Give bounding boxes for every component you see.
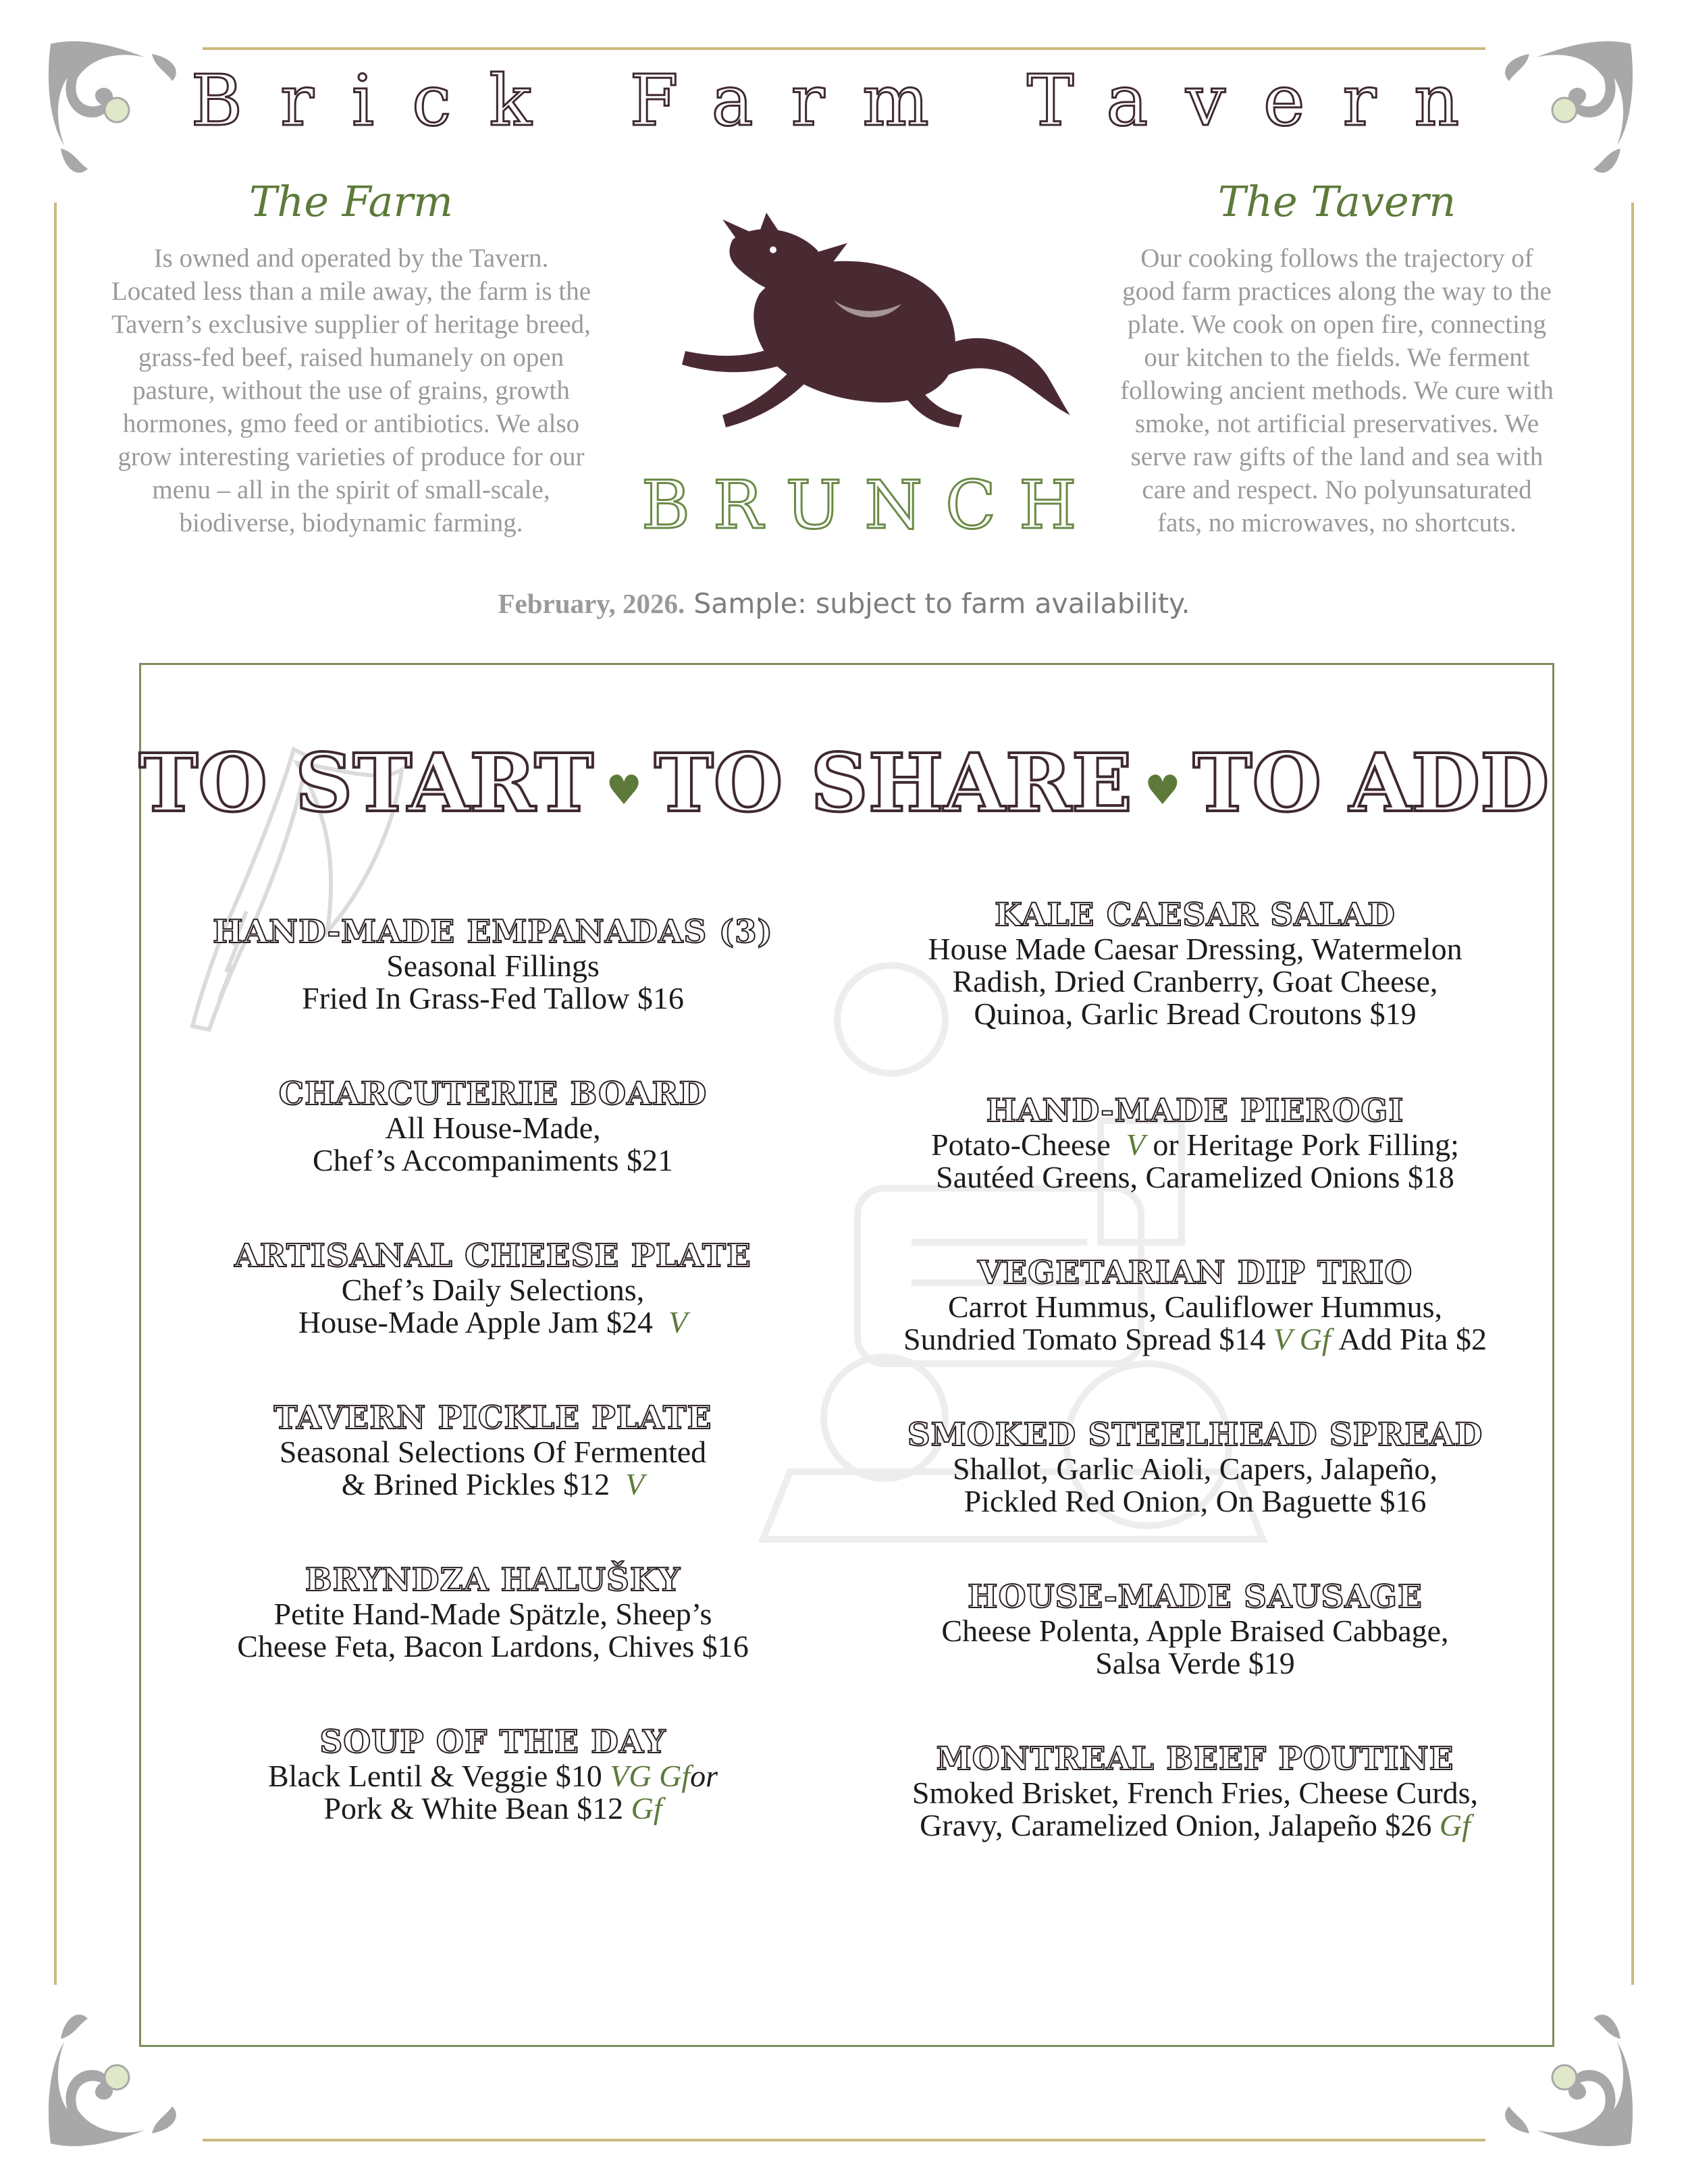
item-name: CHARCUTERIE BOARD [278, 1075, 708, 1113]
menu-item: BRYNDZA HALUŠKY Petite Hand-Made Spätzle, Sheep’s Cheese Feta, Bacon Lardons, Chives $16 [155, 1563, 830, 1663]
item-name: HAND-MADE EMPANADAS (3) [213, 913, 773, 951]
item-name: HAND-MADE PIEROGI [986, 1092, 1404, 1129]
glutenfree-tag: Gf [631, 1791, 662, 1826]
heart-icon: ♥ [606, 766, 642, 814]
menu-item: SMOKED STEELHEAD SPREAD Shallot, Garlic Aioli, Capers, Jalapeño, Pickled Red Onion, On Baguette $16 [858, 1418, 1533, 1518]
item-name: ARTISANAL CHEESE PLATE [234, 1237, 751, 1275]
heart-icon: ♥ [1144, 766, 1181, 814]
vegetarian-tag: V [1126, 1127, 1145, 1162]
vegetarian-tag: V [668, 1305, 688, 1339]
item-name: SMOKED STEELHEAD SPREAD [907, 1416, 1483, 1454]
farm-heading: The Farm [249, 177, 453, 226]
menu-item: HOUSE-MADE SAUSAGE Cheese Polenta, Apple Braised Cabbage, Salsa Verde $19 [858, 1580, 1533, 1680]
brunch-label: BRUNCH [641, 467, 1100, 544]
menu-item: CHARCUTERIE BOARD All House-Made, Chef’s Accompaniments $21 [155, 1077, 830, 1177]
item-name: KALE CAESAR SALAD [995, 897, 1396, 934]
item-name: TAVERN PICKLE PLATE [273, 1400, 712, 1437]
item-name: VEGETARIAN DIP TRIO [977, 1254, 1413, 1291]
tavern-description: Our cooking follows the trajectory of good farm practices along the way to the plate. We cook on open fire, connecting our kitchen to the fields. We ferment following ancient methods. We cure with smoke, not artificial preservatives. We serve raw gifts of the land and sea with care and respect. No polyunsaturated fats, no microwaves, no shortcuts. [1120, 244, 1554, 537]
menu-item: HAND-MADE EMPANADAS (3) Seasonal Fillings Fried In Grass-Fed Tallow $16 [155, 915, 830, 1015]
glutenfree-tag: Gf [1439, 1808, 1471, 1842]
menu-item: TAVERN PICKLE PLATE Seasonal Selections Of Fermented & Brined Pickles $12 V [155, 1401, 830, 1501]
frame-top-line [203, 47, 1485, 50]
vegetarian-tag: V [625, 1467, 645, 1501]
item-name: MONTREAL BEEF POUTINE [936, 1740, 1454, 1778]
date-note: Sample: subject to farm availability. [693, 587, 1190, 620]
item-name: HOUSE-MADE SAUSAGE [968, 1578, 1423, 1616]
menu-item: MONTREAL BEEF POUTINE Smoked Brisket, French Fries, Cheese Curds, Gravy, Caramelized Onion, Jalapeño $26 Gf [858, 1742, 1533, 1842]
item-name: SOUP OF THE DAY [319, 1724, 666, 1761]
frame-bottom-line [203, 2139, 1485, 2141]
farm-description: Is owned and operated by the Tavern. Located less than a mile away, the farm is the Tavern’s exclusive supplier of heritage breed, grass-fed beef, raised humanely on open pasture, without the use of grains, growth hormones, gmo feed or antibiotics. We also grow interesting varieties of produce for our menu – all in the spirit of small-scale, biodiverse, biodynamic farming. [111, 244, 591, 537]
section-title: TO START ♥ TO SHARE ♥ TO ADD [138, 736, 1550, 830]
menu-item: HAND-MADE PIEROGI Potato-Cheese V or Heritage Pork Filling; Sautéed Greens, Caramelized Onions $18 [858, 1094, 1533, 1194]
date-line [0, 587, 1688, 620]
menu-item: VEGETARIAN DIP TRIO Carrot Hummus, Cauliflower Hummus, Sundried Tomato Spread $14 V Gf Add Pita $2 [858, 1256, 1533, 1356]
vegan-glutenfree-tag: VG Gf [610, 1759, 691, 1793]
date-text: February, 2026. [498, 588, 685, 619]
vegetarian-glutenfree-tag: V Gf [1273, 1322, 1331, 1356]
menu-item: KALE CAESAR SALAD House Made Caesar Dressing, Watermelon Radish, Dried Cranberry, Goat Cheese, Quinoa, Garlic Bread Croutons $19 [858, 898, 1533, 1030]
fox-illustration-icon [658, 213, 1077, 435]
item-name: BRYNDZA HALUŠKY [305, 1562, 681, 1599]
menu-item: SOUP OF THE DAY Black Lentil & Veggie $10 VG Gfor Pork & White Bean $12 Gf [155, 1725, 830, 1825]
restaurant-title: Brick Farm Tavern [190, 59, 1498, 142]
tavern-heading: The Tavern [1217, 177, 1456, 226]
menu-item: ARTISANAL CHEESE PLATE Chef’s Daily Selections, House-Made Apple Jam $24 V [155, 1239, 830, 1339]
